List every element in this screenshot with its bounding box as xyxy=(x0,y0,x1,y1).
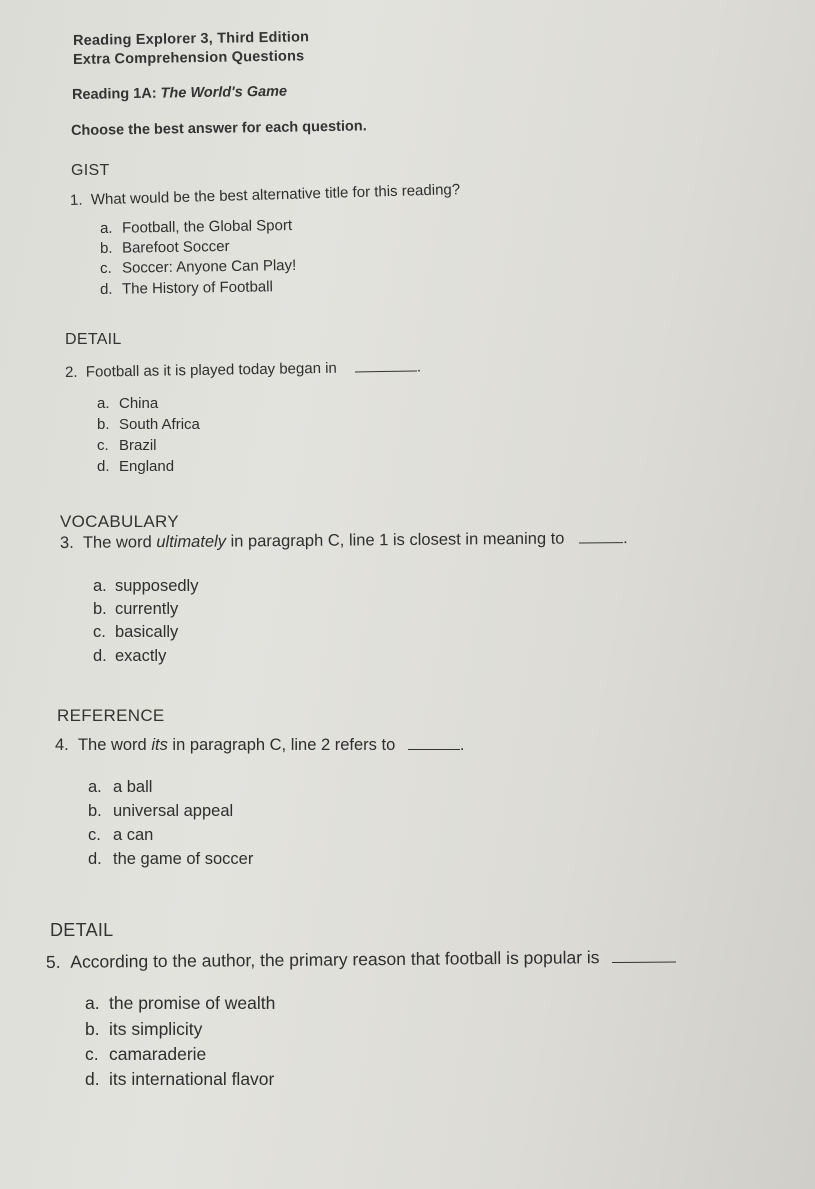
section-heading: VOCABULARY xyxy=(60,512,179,531)
question-prompt: What would be the best alternative title for this reading? xyxy=(90,181,461,209)
section-heading: DETAIL xyxy=(50,920,114,940)
option-a[interactable]: a. supposedly xyxy=(93,577,199,595)
reading-label: Reading 1A: xyxy=(71,85,161,103)
option-c[interactable]: c. camaraderie xyxy=(85,1044,207,1064)
answer-blank[interactable] xyxy=(612,960,676,963)
option-b[interactable]: b. Barefoot Soccer xyxy=(99,237,230,257)
question-text: 3. The word ultimately in paragraph C, line 1 is closest in meaning to . xyxy=(59,529,628,552)
option-a[interactable]: a. the promise of wealth xyxy=(85,993,276,1013)
target-word: ultimately xyxy=(156,532,227,552)
question-prompt: According to the author, the primary reason that football is popular is xyxy=(70,947,600,972)
option-d[interactable]: d. the game of soccer xyxy=(88,850,254,868)
option-b[interactable]: b. South Africa xyxy=(97,416,200,433)
option-c[interactable]: c. Soccer: Anyone Can Play! xyxy=(99,256,297,277)
question-number: 2. xyxy=(64,363,78,381)
option-a[interactable]: a. China xyxy=(97,395,159,412)
answer-blank[interactable] xyxy=(408,748,460,750)
option-c[interactable]: c. basically xyxy=(93,623,179,641)
section-heading: REFERENCE xyxy=(57,706,165,725)
section-heading: GIST xyxy=(71,162,110,179)
question-number: 3. xyxy=(59,533,74,552)
option-d[interactable]: d. England xyxy=(97,458,175,475)
target-word: its xyxy=(151,736,168,754)
option-b[interactable]: b. its simplicity xyxy=(85,1019,203,1039)
option-b[interactable]: b. universal appeal xyxy=(88,802,234,820)
option-d[interactable]: d. exactly xyxy=(93,647,167,665)
reading-name: The World's Game xyxy=(160,83,288,102)
option-c[interactable]: c. Brazil xyxy=(97,437,157,454)
option-b[interactable]: b. currently xyxy=(93,600,179,618)
answer-blank[interactable] xyxy=(579,541,623,543)
option-d[interactable]: d. its international flavor xyxy=(85,1069,275,1089)
question-number: 5. xyxy=(45,951,61,972)
question-text xyxy=(46,946,677,973)
option-d[interactable]: d. The History of Football xyxy=(99,278,274,298)
section-heading: DETAIL xyxy=(65,331,122,348)
question-text xyxy=(70,181,461,209)
option-a[interactable]: a. a ball xyxy=(88,778,153,796)
question-number: 1. xyxy=(69,191,83,209)
reading-title xyxy=(72,84,287,103)
option-a[interactable]: a. Football, the Global Sport xyxy=(99,216,293,237)
instructions: Choose the best answer for each question. xyxy=(70,118,367,139)
question-number: 4. xyxy=(55,736,69,754)
answer-blank[interactable] xyxy=(355,369,417,372)
question-prompt: Football as it is played today began in xyxy=(85,359,337,381)
question-text: 4. The word its in paragraph C, line 2 refers to . xyxy=(55,736,465,754)
book-title: Reading Explorer 3, Third Edition xyxy=(72,29,310,49)
worksheet-subtitle: Extra Comprehension Questions xyxy=(72,48,305,68)
question-text: 2. Football as it is played today began in . xyxy=(64,358,422,381)
option-c[interactable]: c. a can xyxy=(88,826,154,844)
